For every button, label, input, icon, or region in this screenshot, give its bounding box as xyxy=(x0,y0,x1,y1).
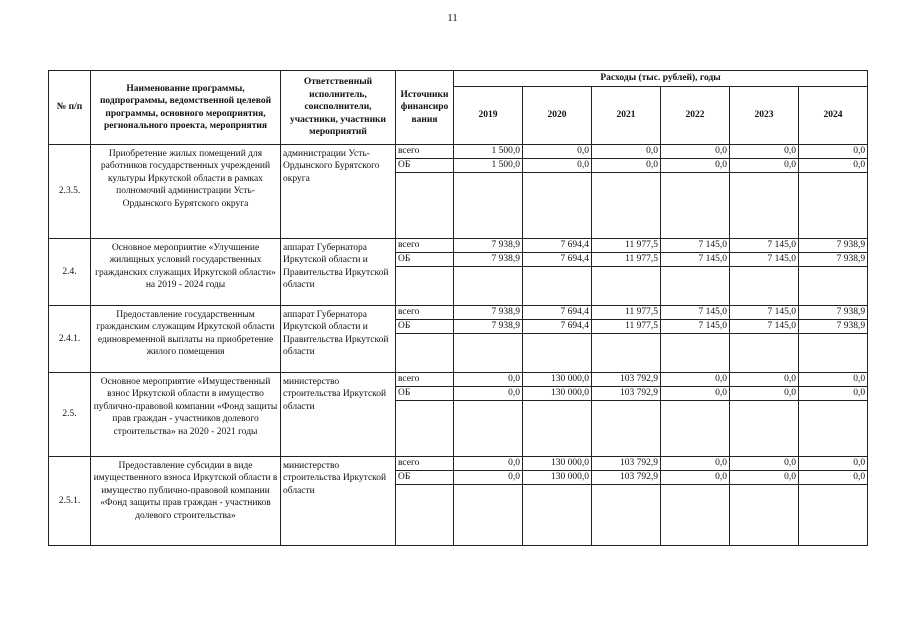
expense-value: 0,0 xyxy=(730,145,799,159)
empty-cell xyxy=(523,173,592,239)
empty-cell xyxy=(454,401,523,457)
expense-value: 0,0 xyxy=(523,145,592,159)
expense-value: 7 938,9 xyxy=(799,320,868,334)
empty-cell xyxy=(799,267,868,306)
expense-value: 7 938,9 xyxy=(799,239,868,253)
expense-value: 7 938,9 xyxy=(454,306,523,320)
expense-value: 0,0 xyxy=(454,373,523,387)
expense-value: 0,0 xyxy=(661,145,730,159)
expense-value: 11 977,5 xyxy=(592,306,661,320)
table-row xyxy=(49,373,868,387)
empty-cell xyxy=(661,401,730,457)
empty-cell xyxy=(799,334,868,373)
empty-cell xyxy=(396,334,454,373)
header-year: 2024 xyxy=(799,87,868,145)
expense-value: 11 977,5 xyxy=(592,253,661,267)
expense-value: 0,0 xyxy=(592,159,661,173)
expense-value: 103 792,9 xyxy=(592,387,661,401)
expense-value: 0,0 xyxy=(799,387,868,401)
expense-value: 103 792,9 xyxy=(592,373,661,387)
source-label: ОБ xyxy=(396,471,454,485)
empty-cell xyxy=(799,173,868,239)
expense-value: 7 938,9 xyxy=(799,253,868,267)
row-name: Предоставление государственным гражданским служащим Иркутской области единовременной выплаты на приобретение жилого помещения xyxy=(91,306,281,373)
source-label: ОБ xyxy=(396,387,454,401)
expense-value: 7 694,4 xyxy=(523,253,592,267)
expense-value: 11 977,5 xyxy=(592,320,661,334)
expense-value: 0,0 xyxy=(454,387,523,401)
source-label: ОБ xyxy=(396,159,454,173)
source-label: всего xyxy=(396,306,454,320)
header-year: 2019 xyxy=(454,87,523,145)
source-label: всего xyxy=(396,457,454,471)
expense-value: 103 792,9 xyxy=(592,471,661,485)
expense-value: 0,0 xyxy=(730,457,799,471)
empty-cell xyxy=(730,401,799,457)
expense-value: 7 145,0 xyxy=(661,253,730,267)
expense-value: 0,0 xyxy=(661,387,730,401)
source-label: ОБ xyxy=(396,320,454,334)
empty-cell xyxy=(661,267,730,306)
row-responsible: аппарат Губернатора Иркутской области и Правительства Иркутской области xyxy=(281,306,396,373)
header-no: № п/п xyxy=(49,71,91,145)
row-responsible: аппарат Губернатора Иркутской области и Правительства Иркутской области xyxy=(281,239,396,306)
table-row xyxy=(49,239,868,253)
row-name: Приобретение жилых помещений для работников государственных учреждений культуры Иркутской области в рамках полномочий администрации Усть-Ордынского Бурятского округа xyxy=(91,145,281,239)
expense-value: 7 145,0 xyxy=(730,253,799,267)
expense-value: 0,0 xyxy=(799,145,868,159)
empty-cell xyxy=(592,401,661,457)
row-name: Основное мероприятие «Имущественный взнос Иркутской области в имущество публично-правовой компании «Фонд защиты прав граждан - участников долевого строительства» на 2020 - 2021 годы xyxy=(91,373,281,457)
row-number: 2.5. xyxy=(49,373,91,457)
empty-cell xyxy=(396,267,454,306)
expense-value: 130 000,0 xyxy=(523,373,592,387)
empty-cell xyxy=(523,267,592,306)
source-label: всего xyxy=(396,239,454,253)
empty-cell xyxy=(454,267,523,306)
empty-cell xyxy=(730,485,799,546)
expense-value: 7 145,0 xyxy=(730,239,799,253)
expense-value: 1 500,0 xyxy=(454,145,523,159)
expense-value: 130 000,0 xyxy=(523,471,592,485)
expense-value: 130 000,0 xyxy=(523,457,592,471)
expense-value: 11 977,5 xyxy=(592,239,661,253)
row-name: Основное мероприятие «Улучшение жилищных условий государственных гражданских служащих Иркутской области» на 2019 - 2024 годы xyxy=(91,239,281,306)
empty-cell xyxy=(396,485,454,546)
expense-value: 7 694,4 xyxy=(523,306,592,320)
expense-value: 0,0 xyxy=(730,159,799,173)
empty-cell xyxy=(592,334,661,373)
row-responsible: министерство строительства Иркутской области xyxy=(281,457,396,546)
row-name: Предоставление субсидии в виде имущественного взноса Иркутской области в имущество публично-правовой компании «Фонд защиты прав граждан - участников долевого строительства» xyxy=(91,457,281,546)
source-label: всего xyxy=(396,145,454,159)
header-responsible: Ответственный исполнитель, соисполнители, участники, участники мероприятий xyxy=(281,71,396,145)
expense-value: 7 694,4 xyxy=(523,320,592,334)
expense-value: 7 145,0 xyxy=(730,320,799,334)
expense-value: 0,0 xyxy=(730,387,799,401)
empty-cell xyxy=(396,173,454,239)
empty-cell xyxy=(799,485,868,546)
empty-cell xyxy=(730,173,799,239)
expense-value: 1 500,0 xyxy=(454,159,523,173)
empty-cell xyxy=(523,334,592,373)
expense-value: 7 145,0 xyxy=(661,306,730,320)
expense-value: 130 000,0 xyxy=(523,387,592,401)
row-number: 2.4. xyxy=(49,239,91,306)
empty-cell xyxy=(799,401,868,457)
empty-cell xyxy=(730,334,799,373)
empty-cell xyxy=(396,401,454,457)
empty-cell xyxy=(592,485,661,546)
expense-value: 7 145,0 xyxy=(661,320,730,334)
row-number: 2.3.5. xyxy=(49,145,91,239)
row-number: 2.4.1. xyxy=(49,306,91,373)
expense-value: 7 145,0 xyxy=(730,306,799,320)
budget-table xyxy=(48,70,868,546)
expense-value: 7 938,9 xyxy=(799,306,868,320)
expense-value: 0,0 xyxy=(730,373,799,387)
expense-value: 7 938,9 xyxy=(454,320,523,334)
expense-value: 0,0 xyxy=(454,471,523,485)
expense-value: 0,0 xyxy=(730,471,799,485)
expense-value: 0,0 xyxy=(661,373,730,387)
source-label: всего xyxy=(396,373,454,387)
empty-cell xyxy=(454,485,523,546)
expense-value: 0,0 xyxy=(592,145,661,159)
expense-value: 7 694,4 xyxy=(523,239,592,253)
table-row xyxy=(49,306,868,320)
expense-value: 103 792,9 xyxy=(592,457,661,471)
expense-value: 7 938,9 xyxy=(454,239,523,253)
expense-value: 0,0 xyxy=(799,457,868,471)
expense-value: 0,0 xyxy=(799,373,868,387)
empty-cell xyxy=(661,334,730,373)
empty-cell xyxy=(661,485,730,546)
row-number: 2.5.1. xyxy=(49,457,91,546)
empty-cell xyxy=(454,173,523,239)
expense-value: 0,0 xyxy=(523,159,592,173)
expense-value: 0,0 xyxy=(661,159,730,173)
empty-cell xyxy=(661,173,730,239)
expense-value: 0,0 xyxy=(661,457,730,471)
expense-value: 7 938,9 xyxy=(454,253,523,267)
expense-value: 0,0 xyxy=(799,159,868,173)
header-year: 2023 xyxy=(730,87,799,145)
empty-cell xyxy=(523,401,592,457)
page-number: 11 xyxy=(447,12,458,24)
table-row xyxy=(49,145,868,159)
row-responsible: министерство строительства Иркутской области xyxy=(281,373,396,457)
header-sources: Источники финансиро вания xyxy=(396,71,454,145)
header-year: 2020 xyxy=(523,87,592,145)
empty-cell xyxy=(523,485,592,546)
header-expenses: Расходы (тыс. рублей), годы xyxy=(454,71,868,87)
expense-value: 0,0 xyxy=(799,471,868,485)
expense-value: 7 145,0 xyxy=(661,239,730,253)
empty-cell xyxy=(454,334,523,373)
empty-cell xyxy=(592,173,661,239)
header-year: 2022 xyxy=(661,87,730,145)
expense-value: 0,0 xyxy=(454,457,523,471)
expense-value: 0,0 xyxy=(661,471,730,485)
empty-cell xyxy=(730,267,799,306)
row-responsible: администрации Усть-Ордынского Бурятского округа xyxy=(281,145,396,239)
header-year: 2021 xyxy=(592,87,661,145)
header-name: Наименование программы, подпрограммы, ведомственной целевой программы, основного мероприятия, регионального проекта, мероприятия xyxy=(91,71,281,145)
empty-cell xyxy=(592,267,661,306)
table-row xyxy=(49,457,868,471)
source-label: ОБ xyxy=(396,253,454,267)
